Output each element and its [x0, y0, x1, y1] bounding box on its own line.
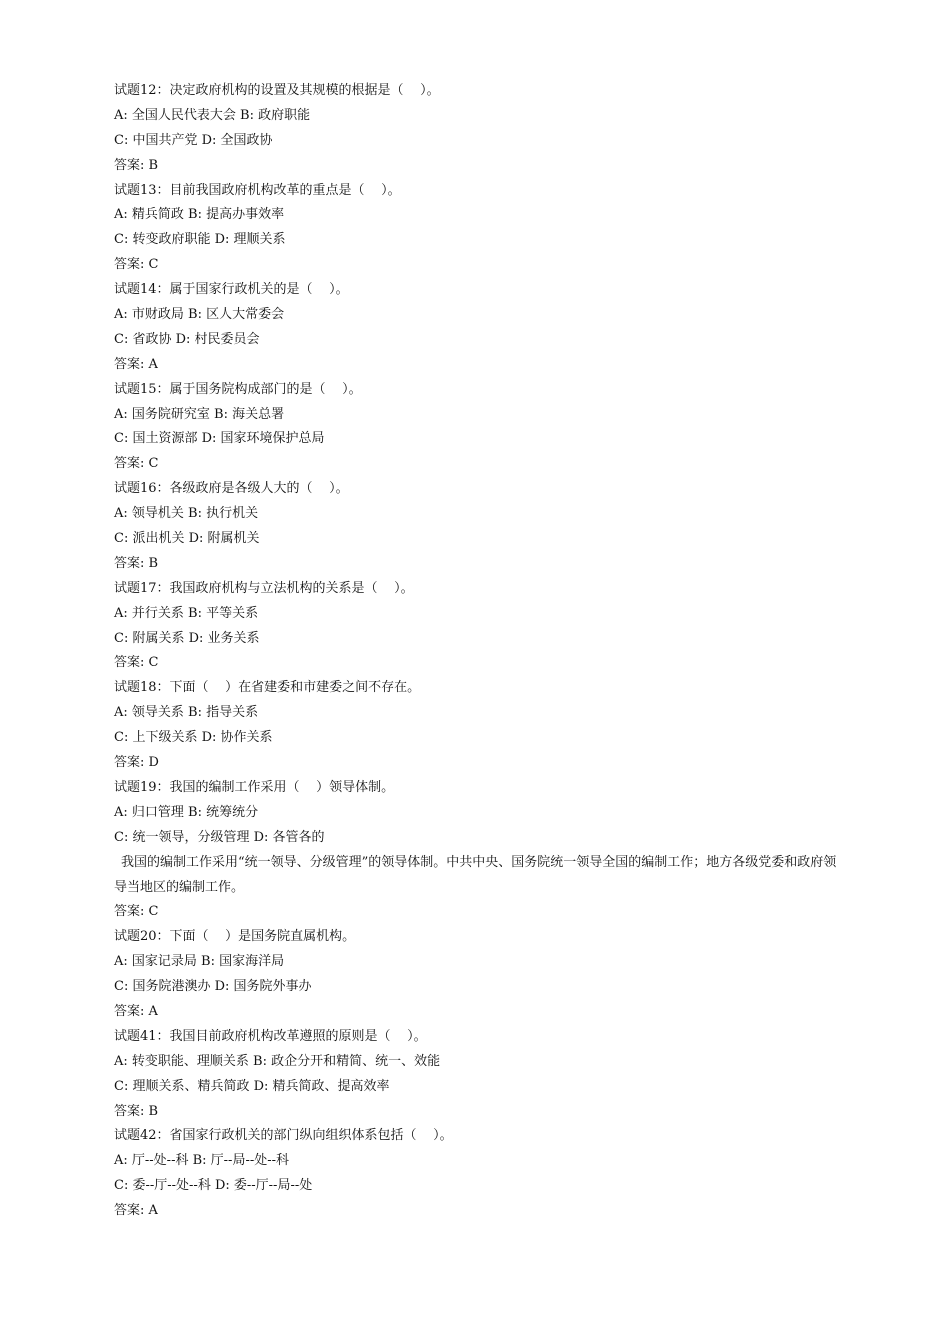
option-line-ab: A: 领导关系 B: 指导关系 — [114, 705, 259, 721]
answer-line: 答案: A — [114, 356, 158, 372]
option-line-cd: C: 附属关系 D: 业务关系 — [114, 630, 260, 646]
document-page — [114, 79, 844, 1224]
question-title: 试题42：省国家行政机关的部门纵向组织体系包括（ ）。 — [114, 1128, 453, 1144]
explanation-paragraph: 我国的编制工作采用“统一领导、分级管理”的领导体制。中共中央、国务院统一领导全国的编制工作；地方各级党委和政府领导当地区的编制工作。 — [114, 854, 837, 895]
option-line-ab: A: 市财政局 B: 区人大常委会 — [114, 307, 285, 323]
question-block — [114, 79, 844, 851]
option-line-ab: A: 转变职能、理顺关系 B: 政企分开和精简、统一、效能 — [114, 1053, 441, 1069]
question-title: 试题18：下面（ ）在省建委和市建委之间不存在。 — [114, 680, 421, 696]
option-line-cd: C: 国务院港澳办 D: 国务院外事办 — [114, 979, 312, 995]
answer-line: 答案: B — [114, 555, 159, 571]
answer-line: 答案: C — [114, 655, 159, 671]
option-line-ab: A: 精兵简政 B: 提高办事效率 — [114, 207, 285, 223]
option-line-ab: A: 国务院研究室 B: 海关总署 — [114, 406, 285, 422]
option-line-cd: C: 中国共产党 D: 全国政协 — [114, 132, 273, 148]
option-line-cd: C: 国土资源部 D: 国家环境保护总局 — [114, 431, 325, 447]
question-block-continued — [114, 900, 844, 1224]
option-line-cd: C: 理顺关系、精兵简政 D: 精兵简政、提高效率 — [114, 1078, 390, 1094]
question-title: 试题41：我国目前政府机构改革遵照的原则是（ ）。 — [114, 1028, 427, 1044]
question-title: 试题12：决定政府机构的设置及其规模的根据是（ ）。 — [114, 83, 440, 98]
option-line-ab: A: 厅--处--科 B: 厅--局--处--科 — [114, 1153, 290, 1169]
answer-line: 答案: D — [114, 755, 159, 771]
option-line-ab: A: 归口管理 B: 统筹统分 — [114, 804, 259, 820]
answer-line: 答案: A — [114, 1003, 158, 1019]
option-line-cd: C: 委--厅--处--科 D: 委--厅--局--处 — [114, 1178, 313, 1194]
option-line-cd: C: 上下级关系 D: 协作关系 — [114, 730, 273, 746]
option-line-cd: C: 转变政府职能 D: 理顺关系 — [114, 232, 286, 248]
option-line-ab: A: 国家记录局 B: 国家海洋局 — [114, 954, 285, 970]
question-title: 试题20：下面（ ）是国务院直属机构。 — [114, 929, 356, 945]
option-line-ab: A: 全国人民代表大会 B: 政府职能 — [114, 107, 311, 123]
question-title: 试题17：我国政府机构与立法机构的关系是（ ）。 — [114, 580, 414, 596]
question-title: 试题19：我国的编制工作采用（ ）领导体制。 — [114, 779, 395, 795]
option-line-ab: A: 并行关系 B: 平等关系 — [114, 605, 259, 621]
question-title: 试题13：目前我国政府机构改革的重点是（ ）。 — [114, 182, 401, 198]
answer-line: 答案: C — [114, 257, 159, 273]
answer-line: 答案: C — [114, 456, 159, 472]
answer-line: 答案: C — [114, 904, 159, 920]
question-title: 试题15：属于国务院构成部门的是（ ）。 — [114, 381, 362, 397]
answer-line: 答案: B — [114, 1103, 159, 1119]
question-title: 试题16：各级政府是各级人大的（ ）。 — [114, 481, 349, 497]
question-title: 试题14：属于国家行政机关的是（ ）。 — [114, 282, 349, 298]
option-line-cd: C: 省政协 D: 村民委员会 — [114, 331, 260, 347]
option-line-cd: C: 派出机关 D: 附属机关 — [114, 531, 260, 547]
option-line-cd: C: 统一领导，分级管理 D: 各管各的 — [114, 829, 325, 845]
answer-line: 答案: A — [114, 1203, 158, 1219]
option-line-ab: A: 领导机关 B: 执行机关 — [114, 506, 259, 522]
answer-line: 答案: B — [114, 157, 159, 173]
